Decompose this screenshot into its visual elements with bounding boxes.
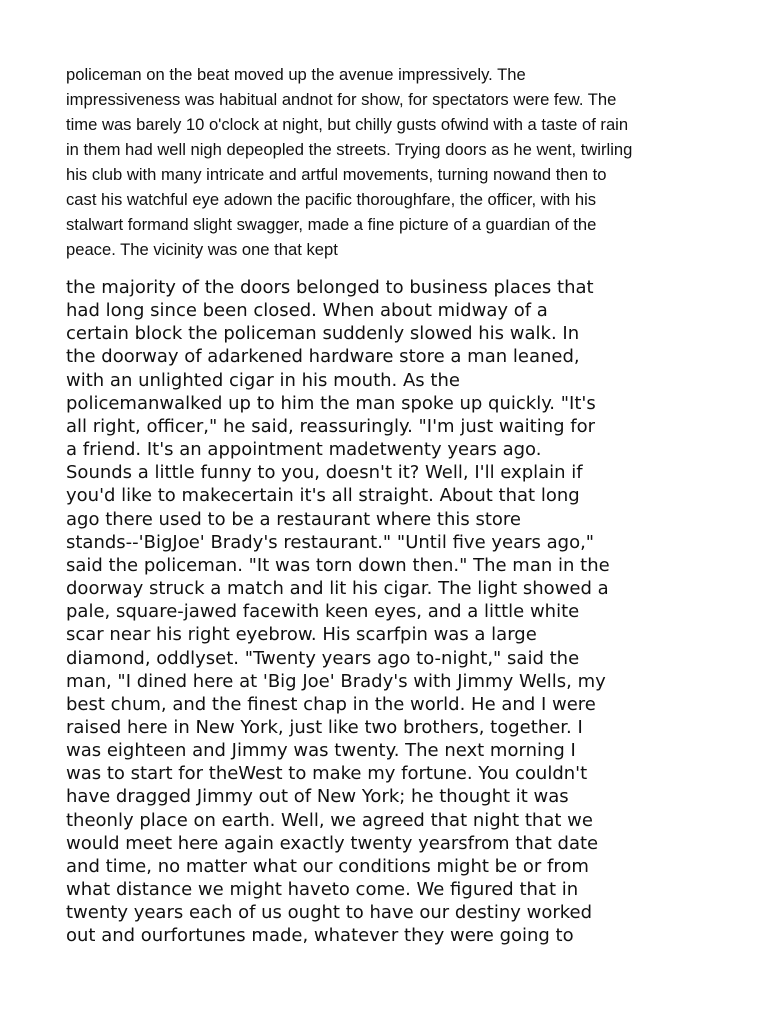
text-line: said the policeman. "It was torn down then." The man in the	[66, 554, 610, 576]
text-line: what distance we might haveto come. We figured that in	[66, 879, 579, 901]
text-line: stands--'BigJoe' Brady's restaurant." "Until five years ago,"	[66, 531, 595, 553]
text-line: would meet here again exactly twenty yearsfrom that date	[66, 832, 599, 854]
text-line: have dragged Jimmy out of New York; he thought it was	[66, 786, 569, 808]
text-line: certain block the policeman suddenly slowed his walk. In	[66, 323, 580, 345]
text-line: you'd like to makecertain it's all straight. About that long	[66, 485, 580, 507]
text-line: best chum, and the finest chap in the world. He and I were	[66, 693, 596, 715]
text-line: scar near his right eyebrow. His scarfpin was a large	[66, 624, 537, 646]
text-line: a friend. It's an appointment madetwenty years ago.	[66, 439, 542, 461]
text-line: time was barely 10 o'clock at night, but chilly gusts ofwind with a taste of rain	[66, 115, 629, 134]
text-line: out and ourfortunes made, whatever they were going to	[66, 925, 574, 947]
text-line: diamond, oddlyset. "Twenty years ago to-night," said the	[66, 647, 580, 669]
text-line: the doorway of adarkened hardware store a man leaned,	[66, 346, 580, 368]
paragraph-2	[66, 276, 716, 948]
text-line: man, "I dined here at 'Big Joe' Brady's with Jimmy Wells, my	[66, 670, 606, 692]
text-line: theonly place on earth. Well, we agreed that night that we	[66, 809, 593, 831]
text-line: doorway struck a match and lit his cigar. The light showed a	[66, 578, 609, 600]
text-line: his club with many intricate and artful movements, turning nowand then to	[66, 165, 607, 184]
text-line: in them had well nigh depeopled the streets. Trying doors as he went, twirling	[66, 140, 633, 159]
text-line: pale, square-jawed facewith keen eyes, and a little white	[66, 601, 580, 623]
text-line: was eighteen and Jimmy was twenty. The next morning I	[66, 740, 576, 762]
text-line: peace. The vicinity was one that kept	[66, 240, 338, 259]
text-line: policemanwalked up to him the man spoke up quickly. "It's	[66, 392, 596, 414]
text-line: had long since been closed. When about midway of a	[66, 300, 548, 322]
paragraph-1	[66, 62, 706, 262]
text-line: and time, no matter what our conditions might be or from	[66, 855, 589, 877]
text-line: cast his watchful eye adown the pacific thoroughfare, the officer, with his	[66, 190, 597, 209]
text-line: the majority of the doors belonged to business places that	[66, 277, 594, 298]
text-line: twenty years each of us ought to have our destiny worked	[66, 902, 593, 924]
text-line: impressiveness was habitual andnot for show, for spectators were few. The	[66, 90, 617, 109]
text-line: with an unlighted cigar in his mouth. As the	[66, 369, 460, 391]
text-line: stalwart formand slight swagger, made a fine picture of a guardian of the	[66, 215, 597, 234]
text-line: was to start for theWest to make my fortune. You couldn't	[66, 763, 588, 785]
text-line: ago there used to be a restaurant where this store	[66, 508, 521, 530]
text-line: policeman on the beat moved up the avenue impressively. The	[66, 65, 526, 84]
text-line: all right, officer," he said, reassuringly. "I'm just waiting for	[66, 415, 595, 437]
text-line: raised here in New York, just like two brothers, together. I	[66, 716, 583, 738]
text-line: Sounds a little funny to you, doesn't it? Well, I'll explain if	[66, 462, 583, 484]
